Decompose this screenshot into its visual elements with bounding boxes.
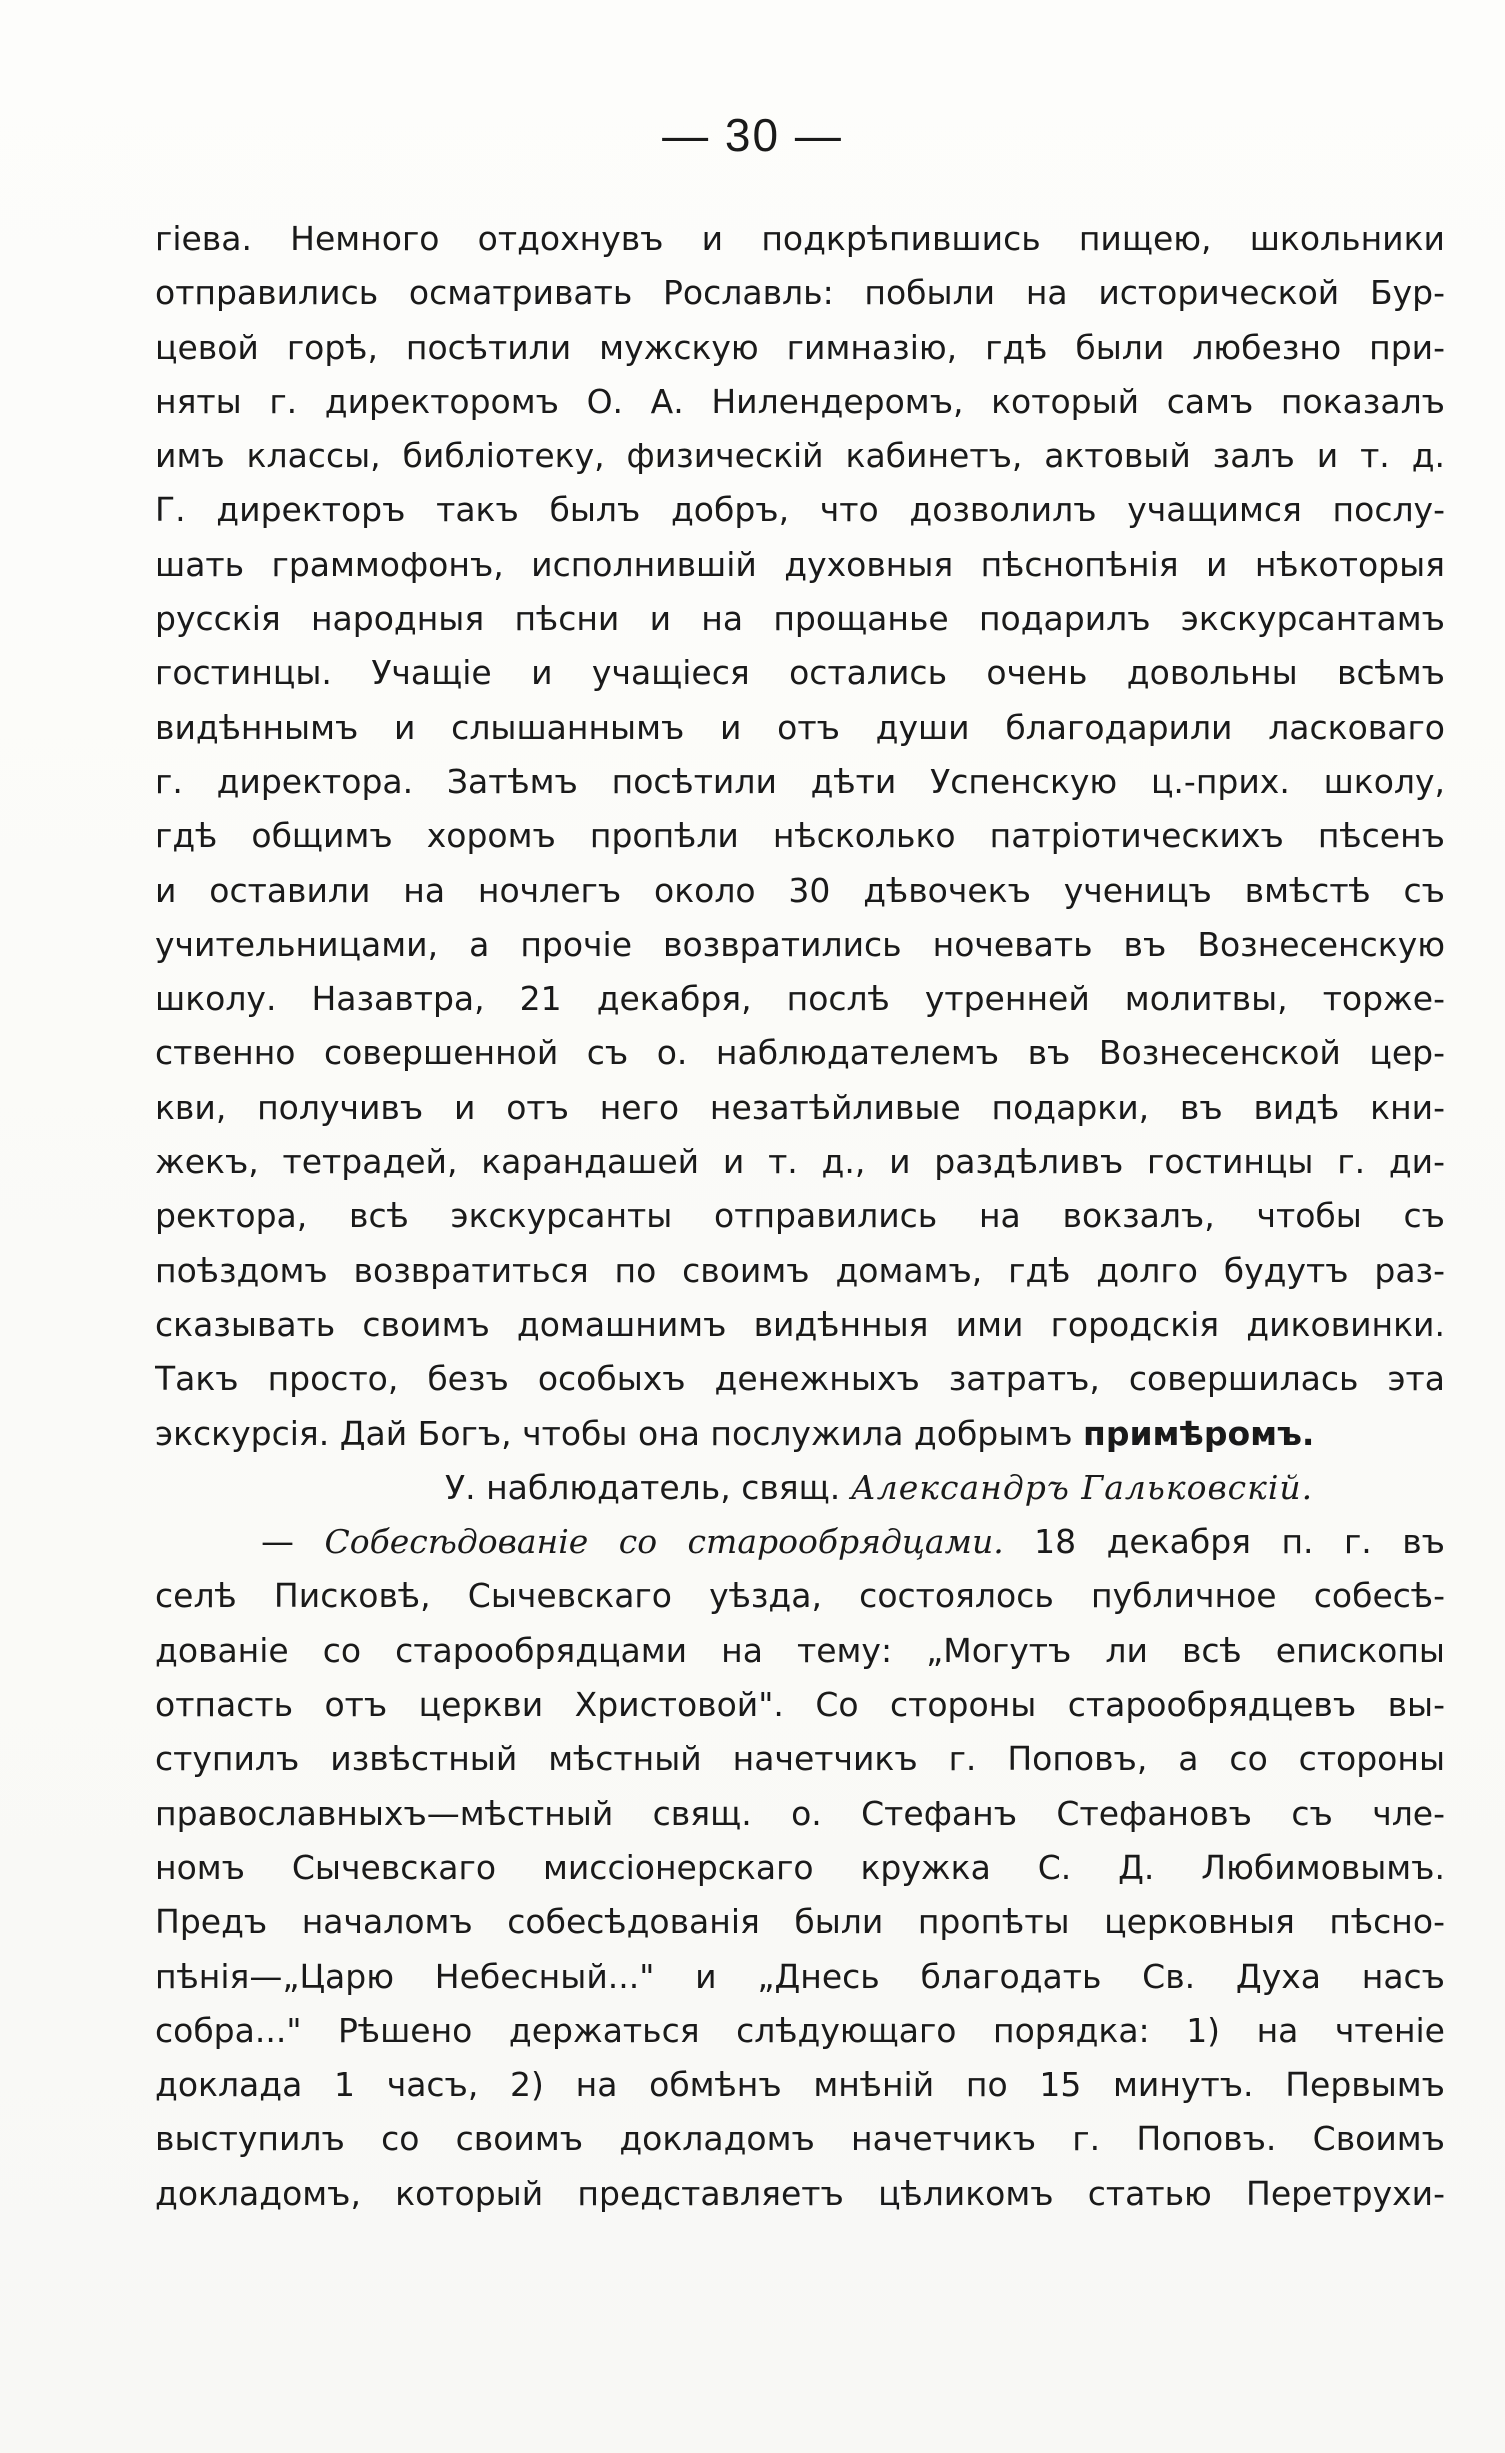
signature-prefix: У. наблюдатель, свящ. [445, 1467, 841, 1507]
text-line: жекъ, тетрадей, карандашей и т. д., и раздѣливъ гостинцы г. ди- [155, 1142, 1445, 1182]
text-line: отправились осматривать Рославль: побыли на исторической Бур- [155, 273, 1445, 313]
text-line: няты г. директоромъ О. А. Нилендеромъ, который самъ показалъ [155, 381, 1445, 421]
text-line: поѣздомъ возвратиться по своимъ домамъ, гдѣ долго будутъ раз- [155, 1250, 1445, 1290]
text-line: Г. директоръ такъ былъ добръ, что дозволилъ учащимся послу- [155, 490, 1445, 530]
last-line-bold-word: примѣромъ. [1083, 1413, 1315, 1453]
signature-line [155, 1461, 1445, 1515]
section-heading: Собесѣдованіе со старообрядцами. [324, 1522, 1004, 1562]
text-line: доклада 1 часъ, 2) на обмѣнъ мнѣній по 15 минутъ. Первымъ [155, 2065, 1445, 2105]
text-line: Предъ началомъ собесѣдованія были пропѣты церковныя пѣсно- [155, 1902, 1445, 1942]
document-body [155, 212, 1445, 2221]
text-line: гостинцы. Учащіе и учащіеся остались очень довольны всѣмъ [155, 653, 1445, 693]
paragraph-excursion [155, 212, 1445, 1407]
text-line: и оставили на ночлегъ около 30 дѣвочекъ ученицъ вмѣстѣ съ [155, 870, 1445, 910]
section-heading-line [155, 1515, 1445, 1569]
text-line: русскія народныя пѣсни и на прощанье подарилъ экскурсантамъ [155, 599, 1445, 639]
text-line: собра..." Рѣшено держаться слѣдующаго порядка: 1) на чтеніе [155, 2010, 1445, 2050]
text-line: православныхъ—мѣстный свящ. о. Стефанъ Стефановъ съ чле- [155, 1793, 1445, 1833]
text-line: ректора, всѣ экскурсанты отправились на вокзалъ, чтобы съ [155, 1196, 1445, 1236]
signature-name: Александръ Гальковскій. [850, 1467, 1314, 1507]
text-line: выступилъ со своимъ докладомъ начетчикъ г. Поповъ. Своимъ [155, 2119, 1445, 2159]
text-line: ступилъ извѣстный мѣстный начетчикъ г. Поповъ, а со стороны [155, 1739, 1445, 1779]
last-line-text: экскурсія. Дай Богъ, чтобы она послужила добрымъ [155, 1413, 1073, 1453]
text-line: сказывать своимъ домашнимъ видѣнныя ими городскія диковинки. [155, 1304, 1445, 1344]
paragraph-excursion-last-line [155, 1407, 1445, 1461]
page-number: — 30 — [662, 109, 843, 161]
text-line: кви, получивъ и отъ него незатѣйливые подарки, въ видѣ кни- [155, 1087, 1445, 1127]
text-line: Такъ просто, безъ особыхъ денежныхъ затратъ, совершилась эта [155, 1359, 1445, 1399]
text-line: пѣнія—„Царю Небесный..." и „Днесь благодать Св. Духа насъ [155, 1956, 1445, 1996]
heading-line-rest: 18 декабря п. г. въ [1034, 1522, 1445, 1562]
text-line: видѣннымъ и слышаннымъ и отъ души благодарили ласковаго [155, 707, 1445, 747]
text-line: гіева. Немного отдохнувъ и подкрѣпившись пищею, школьники [155, 219, 1445, 258]
text-line: шать граммофонъ, исполнившій духовныя пѣснопѣнія и нѣкоторыя [155, 544, 1445, 584]
text-line: дованіе со старообрядцами на тему: „Могутъ ли всѣ епископы [155, 1630, 1445, 1670]
text-line: школу. Назавтра, 21 декабря, послѣ утренней молитвы, торже- [155, 979, 1445, 1019]
text-line: гдѣ общимъ хоромъ пропѣли нѣсколько патріотическихъ пѣсенъ [155, 816, 1445, 856]
text-line: номъ Сычевскаго миссіонерскаго кружка С. Д. Любимовымъ. [155, 1847, 1445, 1887]
text-line: докладомъ, который представляетъ цѣликомъ статью Перетрухи- [155, 2173, 1445, 2213]
text-line: ственно совершенной съ о. наблюдателемъ въ Вознесенской цер- [155, 1033, 1445, 1073]
text-line: цевой горѣ, посѣтили мужскую гимназію, гдѣ были любезно при- [155, 327, 1445, 367]
text-line: г. директора. Затѣмъ посѣтили дѣти Успенскую ц.-прих. школу, [155, 761, 1445, 801]
text-line: отпасть отъ церкви Христовой". Со стороны старообрядцевъ вы- [155, 1685, 1445, 1725]
paragraph-debate [155, 1569, 1445, 2221]
text-line: селѣ Писковѣ, Сычевскаго уѣзда, состоялось публичное собесѣ- [155, 1576, 1445, 1616]
text-line: учительницами, а прочіе возвратились ночевать въ Вознесенскую [155, 924, 1445, 964]
text-line: имъ классы, библіотеку, физическій кабинетъ, актовый залъ и т. д. [155, 436, 1445, 476]
heading-dash: — [261, 1522, 294, 1562]
